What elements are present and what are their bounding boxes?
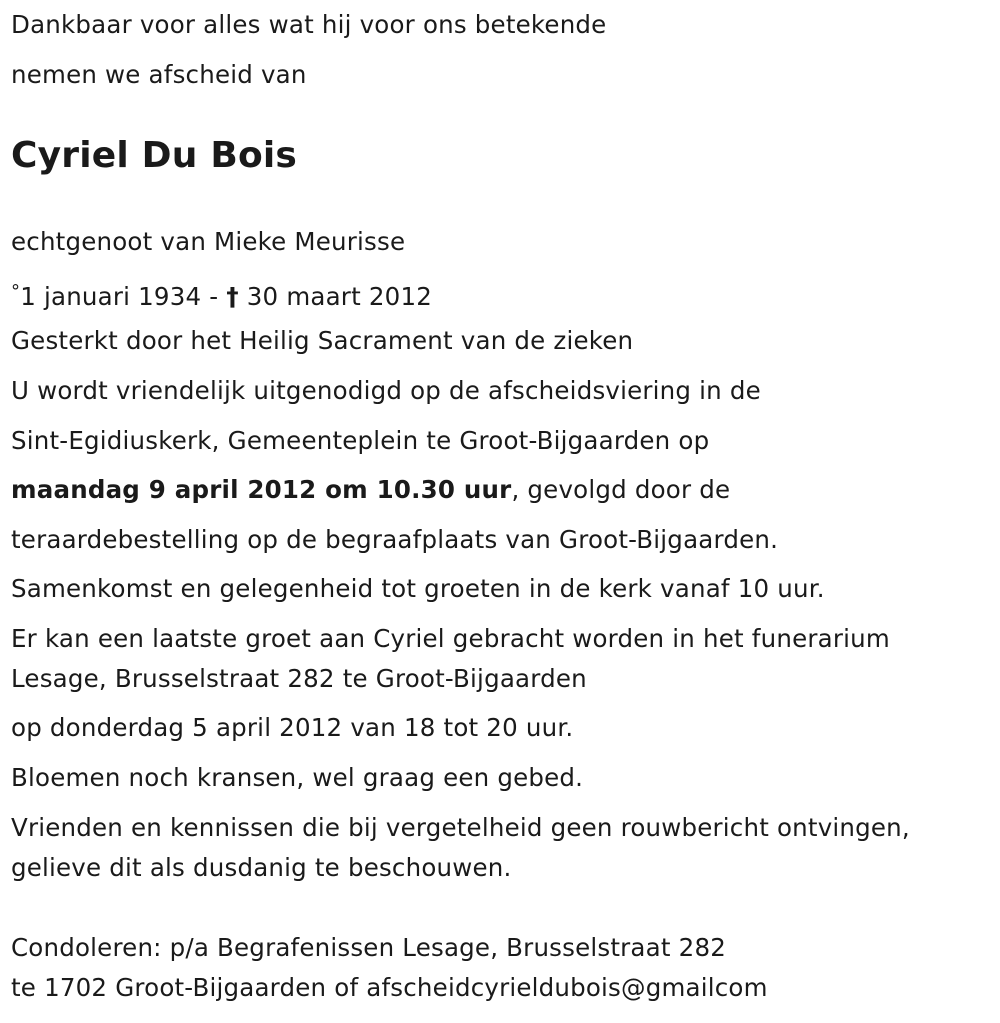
birth-symbol: ° [11,281,21,302]
birth-date: 1 januari 1934 - [20,282,227,311]
ceremony-line-1: U wordt vriendelijk uitgenodigd op de afscheidsviering in de [11,376,761,405]
ceremony-line-4: teraardebestelling op de begraafplaats van Groot-Bijgaarden. [11,525,779,554]
friends-line-1: Vrienden en kennissen die bij vergetelheid geen rouwbericht ontvingen, [11,813,910,842]
intro-line-1: Dankbaar voor alles wat hij voor ons betekende [11,10,607,39]
sacrament-line: Gesterkt door het Heilig Sacrament van de zieken [11,326,634,355]
life-dates [11,272,432,312]
ceremony-line-3 [11,470,730,510]
flowers-line: Bloemen noch kransen, wel graag een gebed. [11,763,584,792]
intro-line-2: nemen we afscheid van [11,60,307,89]
death-date: 30 maart 2012 [238,282,433,311]
gathering-line: Samenkomst en gelegenheid tot groeten in de kerk vanaf 10 uur. [11,574,825,603]
funeral-home-line-3: op donderdag 5 april 2012 van 18 tot 20 uur. [11,713,574,742]
friends-line-2: gelieve dit als dusdanig te beschouwen. [11,853,512,882]
condolences-line-1: Condoleren: p/a Begrafenissen Lesage, Brusselstraat 282 [11,933,727,962]
funeral-home-line-2: Lesage, Brusselstraat 282 te Groot-Bijgaarden [11,664,587,693]
spouse-line: echtgenoot van Mieke Meurisse [11,227,406,256]
cross-icon: † [226,282,239,311]
condolences-line-2: te 1702 Groot-Bijgaarden of afscheidcyrieldubois@gmailcom [11,973,768,1002]
ceremony-line-3-rest: , gevolgd door de [511,475,731,504]
ceremony-line-2: Sint-Egidiuskerk, Gemeenteplein te Groot-Bijgaarden op [11,426,710,455]
funeral-home-line-1: Er kan een laatste groet aan Cyriel gebracht worden in het funerarium [11,624,890,653]
deceased-name: Cyriel Du Bois [11,135,298,176]
ceremony-datetime: maandag 9 april 2012 om 10.30 uur [11,475,512,504]
